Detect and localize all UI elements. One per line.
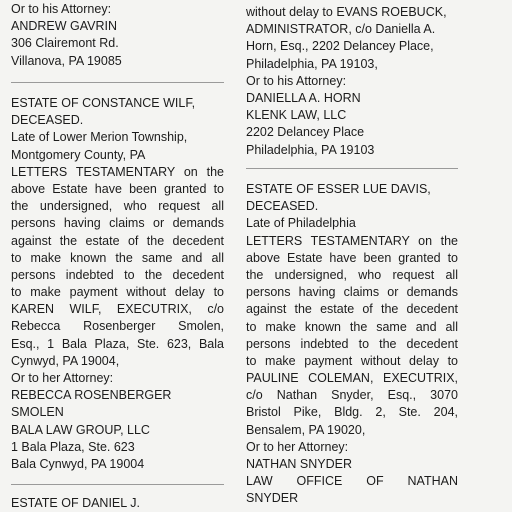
notice-line: Bensalem, PA 19020,	[246, 422, 366, 437]
notice-line: Rebecca Rosenberger Smolen,	[11, 319, 224, 334]
notice-line: against the estate of the decedent	[11, 233, 224, 248]
notice-line: DANIELLA A. HORN	[246, 90, 361, 105]
notice-line: Horn, Esq., 2202 Delancey Place,	[246, 39, 434, 54]
left-column	[11, 0, 224, 70]
notice-divider	[11, 82, 224, 83]
notice-line: LETTERS TESTAMENTARY on the	[11, 164, 224, 179]
notice-line: SMOLEN	[11, 405, 64, 420]
notice-line: 2202 Delancey Place	[246, 125, 365, 140]
notice-line: SNYDER	[246, 491, 299, 506]
notice-line: to make known the same and all	[11, 250, 224, 265]
estate-notice-davis	[246, 181, 458, 508]
notice-line: to make payment without delay to	[246, 353, 458, 368]
estate-title: ESTATE OF ESSER LUE DAVIS,	[246, 182, 431, 196]
notice-line: persons indebted to the decedent	[11, 267, 224, 282]
notice-line: Late of Philadelphia	[246, 216, 356, 231]
estate-title: ESTATE OF CONSTANCE WILF,	[11, 96, 196, 110]
notice-line: the undersigned, who request all	[246, 267, 458, 282]
notice-line: 1 Bala Plaza, Ste. 623	[11, 439, 135, 454]
notice-line: to make known the same and all	[246, 319, 458, 334]
attorney-city: Villanova, PA 19085	[11, 53, 122, 68]
notice-line: above Estate have been granted to	[246, 250, 458, 265]
notice-line: persons indebted to the decedent	[246, 336, 458, 351]
notice-divider	[246, 168, 458, 169]
notice-line: persons having claims or demands	[11, 216, 224, 231]
estate-notice-roebuck-tail	[246, 4, 458, 159]
notice-line: above Estate have been granted to	[11, 181, 224, 196]
notice-line: KLENK LAW, LLC	[246, 108, 347, 123]
notice-line: Late of Lower Merion Township,	[11, 130, 188, 145]
notice-line: PAULINE COLEMAN, EXECUTRIX,	[246, 371, 458, 386]
estate-title-deceased: DECEASED.	[11, 113, 84, 128]
notice-line: to make payment without delay to	[11, 285, 224, 300]
notice-line: KAREN WILF, EXECUTRIX, c/o	[11, 302, 224, 317]
estate-notice-wilf	[11, 95, 224, 473]
attorney-intro: Or to his Attorney:	[11, 2, 112, 16]
notice-line: c/o Nathan Snyder, Esq., 3070	[246, 388, 458, 403]
notice-line: the undersigned, who request all	[11, 199, 224, 214]
notice-line: Philadelphia, PA 19103	[246, 142, 375, 157]
estate-notice-daniel	[11, 495, 224, 512]
notice-line: Philadelphia, PA 19103,	[246, 56, 378, 71]
notice-line: NATHAN SNYDER	[246, 457, 353, 471]
notice-line: REBECCA ROSENBERGER	[11, 388, 172, 403]
notice-line: LETTERS TESTAMENTARY on the	[246, 233, 458, 248]
notice-line: Bristol Pike, Bldg. 2, Ste. 204,	[246, 405, 458, 420]
notice-line: Cynwyd, PA 19004,	[11, 353, 120, 368]
attorney-street: 306 Clairemont Rd.	[11, 36, 119, 51]
notice-line: Or to her Attorney:	[11, 371, 114, 385]
notice-divider	[11, 484, 224, 485]
estate-title-deceased: DECEASED.	[246, 199, 319, 214]
estate-title: ESTATE OF DANIEL J.	[11, 496, 140, 510]
notice-line: Montgomery County, PA	[11, 147, 146, 162]
notice-line: Or to her Attorney:	[246, 439, 349, 454]
notice-line: Or to his Attorney:	[246, 73, 347, 88]
notice-line: Bala Cynwyd, PA 19004	[11, 456, 145, 471]
notice-line: LAW OFFICE OF NATHAN	[246, 474, 458, 489]
attorney-name: ANDREW GAVRIN	[11, 19, 118, 34]
notice-line: ADMINISTRATOR, c/o Daniella A.	[246, 22, 436, 37]
notice-line: without delay to EVANS ROEBUCK,	[246, 5, 447, 19]
notice-line: persons having claims or demands	[246, 285, 458, 300]
notice-line: BALA LAW GROUP, LLC	[11, 422, 150, 437]
notice-line: Esq., 1 Bala Plaza, Ste. 623, Bala	[11, 336, 224, 351]
notice-line: against the estate of the decedent	[246, 302, 458, 317]
